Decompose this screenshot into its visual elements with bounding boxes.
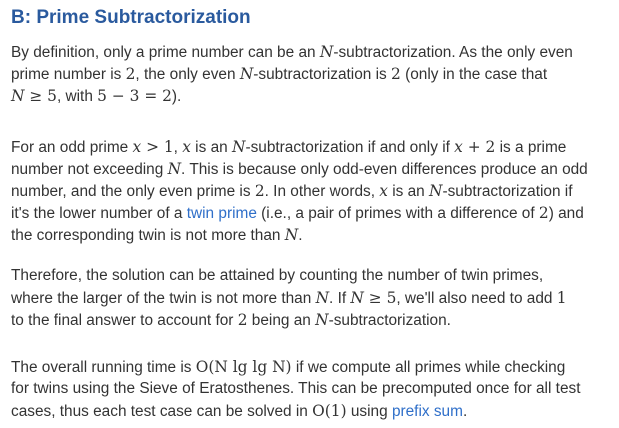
math-N: N (319, 43, 334, 61)
paragraph-complexity (11, 356, 611, 422)
text-line (11, 180, 611, 202)
text: -subtractorization. (328, 312, 451, 329)
text: cases, thus each test case can be solved in (11, 403, 313, 420)
text: the corresponding twin is not more than (11, 227, 285, 244)
text-line (11, 63, 611, 85)
text: The overall running time is (11, 359, 196, 376)
math-N: N (11, 87, 25, 105)
text: , the only even (135, 66, 240, 83)
text: . This is because only odd-even differences produce an odd (181, 161, 588, 178)
text-line (11, 202, 611, 224)
text: (only in the case that (400, 66, 548, 83)
text-line (11, 309, 611, 331)
math-x: x (454, 138, 463, 156)
text-line (11, 287, 611, 309)
text-line (11, 136, 611, 158)
text: (i.e., a pair of primes with a difference of (256, 205, 539, 222)
twin-prime-link[interactable]: twin prime (186, 205, 257, 222)
math-N: N (429, 182, 443, 200)
text-line (11, 224, 611, 246)
text-line (11, 400, 611, 422)
text-line (11, 265, 611, 287)
math-two: 2 (237, 311, 248, 329)
text: for twins using the Sieve of Eratosthenes. This can be precomputed once for all test (11, 380, 581, 397)
math-two: 2 (391, 65, 401, 83)
math-N: N (315, 289, 330, 307)
text: -subtractorization. As the only even (333, 44, 573, 61)
text: is an (190, 139, 232, 156)
text: prime number is (11, 66, 126, 83)
math-two: 2 (125, 65, 136, 83)
text: For an odd prime (11, 139, 133, 156)
paragraph-definition (11, 41, 611, 107)
text: . (462, 403, 468, 420)
text: is a prime (495, 139, 567, 156)
text: -subtractorization if and only if (245, 139, 455, 156)
math-one: 1 (556, 289, 567, 307)
prefix-sum-link[interactable]: prefix sum (391, 403, 463, 420)
math-N: N (167, 160, 182, 178)
section-heading: B: Prime Subtractorization (11, 7, 251, 28)
text: , (173, 139, 183, 156)
text: . In other words, (264, 183, 380, 200)
math-N: N (239, 65, 254, 83)
math-N: N (315, 311, 329, 329)
math-expression: 5 − 3 = 2 (97, 87, 172, 105)
math-o1: O(1) (312, 402, 347, 420)
text: being an (247, 312, 316, 329)
text: to the final answer to account for (11, 312, 238, 329)
text: -subtractorization is (253, 66, 391, 83)
math-x: x (132, 138, 142, 156)
text: Therefore, the solution can be attained by counting the number of twin primes, (11, 267, 544, 284)
text-line (11, 356, 611, 378)
math-N: N (350, 289, 364, 307)
paragraph-odd-prime (11, 136, 611, 246)
math-x: x (379, 182, 388, 200)
text: -subtractorization if (442, 183, 573, 200)
text: . (298, 227, 303, 244)
math-N: N (231, 138, 246, 156)
text: is an (387, 183, 430, 200)
math-geq-5: ≥ 5 (363, 289, 397, 307)
text: using (346, 403, 392, 420)
math-gt-1: > 1 (141, 138, 174, 156)
math-N: N (284, 226, 299, 244)
text: , we'll also need to add (396, 290, 557, 307)
paragraph-solution (11, 265, 611, 331)
text: By definition, only a prime number can be an (11, 44, 320, 61)
text: ) and (548, 205, 584, 222)
text-line (11, 158, 611, 180)
text: number not exceeding (11, 161, 168, 178)
math-geq-5: ≥ 5 (24, 87, 57, 105)
math-two: 2 (254, 182, 265, 200)
text-line (11, 85, 611, 107)
text-line (11, 378, 611, 400)
math-complexity: O(N lg lg N) (195, 358, 292, 376)
text: if we compute all primes while checking (291, 359, 566, 376)
text-line (11, 41, 611, 63)
text: , with (56, 88, 98, 105)
text: it's the lower number of a (11, 205, 187, 222)
text: where the larger of the twin is not more than (11, 290, 316, 307)
math-two: 2 (538, 204, 549, 222)
text: . If (329, 290, 351, 307)
text: ). (171, 88, 182, 105)
text: number, and the only even prime is (11, 183, 255, 200)
math-x: x (182, 138, 191, 156)
math-plus-2: + 2 (462, 138, 496, 156)
